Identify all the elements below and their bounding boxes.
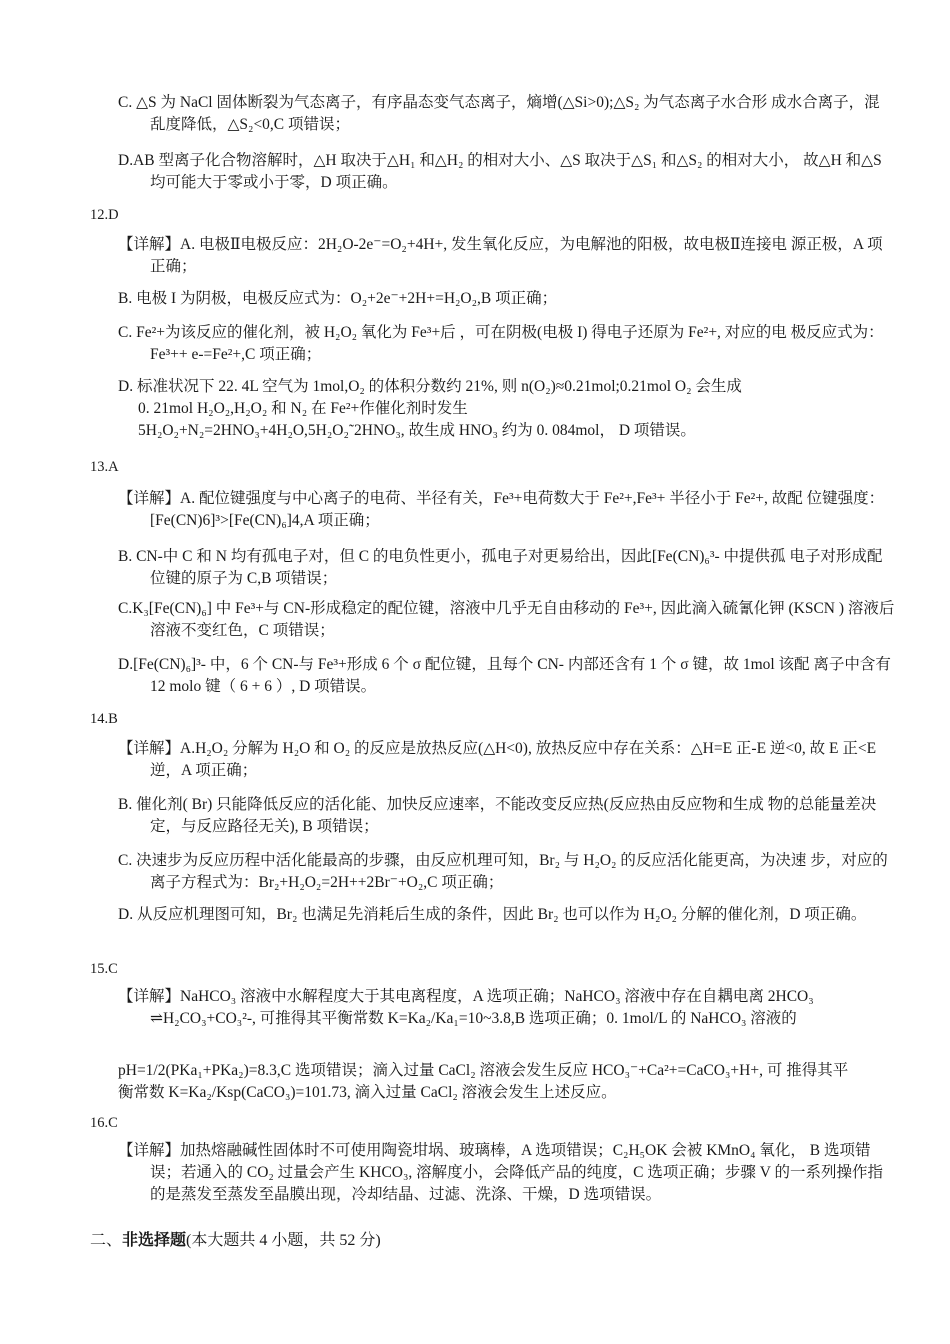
- q12-option-c: C. Fe²+为该反应的催化剂，被 H₂O₂ 氧化为 Fe³+后 ，可在阴极(电极 I) 得电子还原为 Fe²+, 对应的电 极反应式为：Fe³++ e-=Fe²+,C 项正确；: [118, 324, 884, 363]
- q13-option-b: B. CN-中 C 和 N 均有孤电子对，但 C 的电负性更小，孤电子对更易给出，因此[Fe(CN)₆³- 中提供孤 电子对形成配位键的原子为 C,B 项错误；: [118, 548, 883, 587]
- q14-option-a: 【详解】A.H₂O₂ 分解为 H₂O 和 O₂ 的反应是放热反应(△H<0), 放热反应中存在关系：△H=E 正-E 逆<0, 故 E 正<E 逆，A 项正确；: [118, 740, 877, 779]
- q12-option-b: B. 电极 I 为阴极，电极反应式为：O₂+2e⁻+2H+=H₂O₂,B 项正确；: [118, 290, 558, 307]
- q16-explanation: 【详解】加热熔融碱性固体时不可使用陶瓷坩埚、玻璃棒，A 选项错误；C₂H₅OK 会被 KMnO₄ 氧化， B 选项错误；若通入的 CO₂ 过量会产生 KHCO₃, 溶解度小，会降低产品的纯度，C 选项正确；步骤 V 的一系列操作指的是蒸发至蒸发至晶膜出现，冷却结晶、过滤、洗涤、干燥，D 选项错误。: [118, 1142, 884, 1203]
- q14-option-c: C. 决速步为反应历程中活化能最高的步骤，由反应机理可知，Br₂ 与 H₂O₂ 的反应活化能更高，为决速 步，对应的离子方程式为：Br₂+H₂O₂=2H++2Br⁻+O₂,C 项正确；: [118, 852, 888, 891]
- q13-number: 13.A: [90, 459, 119, 475]
- q15-number: 15.C: [90, 961, 118, 977]
- q13-option-a: 【详解】A. 配位键强度与中心离子的电荷、半径有关，Fe³+电荷数大于 Fe²+,Fe³+ 半径小于 Fe²+, 故配 位键强度：[Fe(CN)6]³>[Fe(CN)₆]4,A 项正确；: [118, 490, 885, 529]
- q13-option-c: C.K₃[Fe(CN)₆] 中 Fe³+与 CN-形成稳定的配位键，溶液中几乎无自由移动的 Fe³+, 因此滴入硫氰化钾 (KSCN ) 溶液后溶液不变红色，C 项错误；: [118, 600, 895, 639]
- q11-option-c: C. △S 为 NaCl 固体断裂为气态离子，有序晶态变气态离子，熵增(△Si>0);△S₂ 为气态离子水合形 成水合离子，混乱度降低，△S₂<0,C 项错误；: [118, 94, 880, 133]
- q11-option-d: D.AB 型离子化合物溶解时，△H 取决于△H₁ 和△H₂ 的相对大小、△S 取决于△S₁ 和△S₂ 的相对大小， 故△H 和△S 均可能大于零或小于零，D 项正确。: [118, 152, 882, 191]
- q16-number: 16.C: [90, 1115, 118, 1131]
- q15-explanation-part2: pH=1/2(PKa₁+PKa₂)=8.3,C 选项错误；滴入过量 CaCl₂ 溶液会发生反应 HCO₃⁻+Ca²+=CaCO₃+H+, 可 推得其平衡常数 K=Ka₂/Ksp(CaCO₃)=101.73, 滴入过量 CaCl₂ 溶液会发生上述反应。: [118, 1062, 849, 1101]
- part-two-suffix: (本大题共 4 小题，共 52 分): [186, 1232, 381, 1249]
- q14-option-b: B. 催化剂( Br) 只能降低反应的活化能、加快反应速率，不能改变反应热(反应热由反应物和生成 物的总能量差决定，与反应路径无关), B 项错误；: [118, 796, 877, 835]
- q13-option-d: D.[Fe(CN)₆]³- 中，6 个 CN-与 Fe³+形成 6 个 σ 配位键，且每个 CN- 内部还含有 1 个 σ 键，故 1mol 该配 离子中含有 12 molo 键（ 6 + 6 ）, D 项错误。: [118, 656, 891, 695]
- q12-option-d-line1: D. 标准状况下 22. 4L 空气为 1mol,O₂ 的体积分数约 21%, 则 n(O₂)≈0.21mol;0.21mol O₂ 会生成: [118, 378, 742, 395]
- q12-option-a: 【详解】A. 电极Ⅱ电极反应：2H₂O-2e⁻=O₂+4H+, 发生氧化反应，为电解池的阳极，故电极Ⅱ连接电 源正极，A 项正确；: [118, 236, 883, 275]
- q12-option-d-line3: 5H₂O₂+N₂=2HNO₃+4H₂O,5H₂O₂˜2HNO₃, 故生成 HNO₃ 约为 0. 084mol， D 项错误。: [138, 422, 696, 439]
- q14-option-d: D. 从反应机理图可知，Br₂ 也满足先消耗后生成的条件，因此 Br₂ 也可以作为 H₂O₂ 分解的催化剂，D 项正确。: [118, 906, 867, 923]
- part-two-title: 非选择题: [122, 1232, 187, 1249]
- q15-explanation-part1: 【详解】NaHCO₃ 溶液中水解程度大于其电离程度，A 选项正确；NaHCO₃ 溶液中存在自耦电离 2HCO₃ ⇌H₂CO₃+CO₃²-, 可推得其平衡常数 K=Ka₂/Ka₁=10~3.8,B 选项正确；0. 1mol/L 的 NaHCO₃ 溶液的: [118, 988, 814, 1027]
- part-two-prefix: 二、: [90, 1232, 123, 1249]
- part-two-heading: [90, 1230, 381, 1252]
- q14-number: 14.B: [90, 711, 118, 727]
- q12-number: 12.D: [90, 207, 119, 223]
- q12-option-d-line2: 0. 21mol H₂O₂,H₂O₂ 和 N₂ 在 Fe²+作催化剂时发生: [138, 400, 468, 417]
